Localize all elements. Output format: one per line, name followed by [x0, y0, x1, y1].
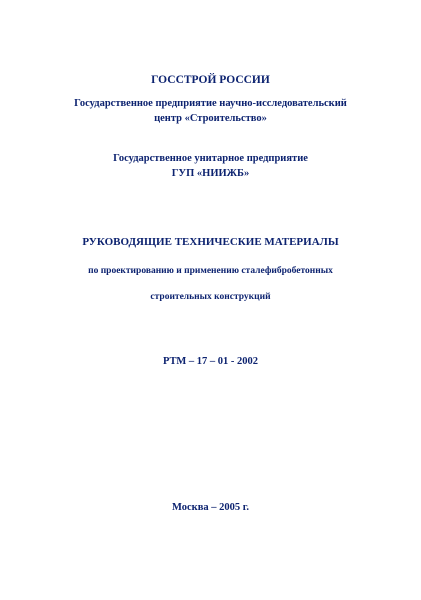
- document-title: РУКОВОДЯЩИЕ ТЕХНИЧЕСКИЕ МАТЕРИАЛЫ: [82, 236, 339, 248]
- document-subtitle-line-1: по проектированию и применению сталефибробетонных: [88, 266, 333, 276]
- institute-line-1: Государственное предприятие научно-исследовательский: [74, 98, 347, 109]
- document-subtitle-line-2: строительных конструкций: [150, 292, 271, 302]
- place-and-year: Москва – 2005 г.: [172, 502, 249, 513]
- organization-name: ГОССТРОЙ РОССИИ: [151, 74, 270, 86]
- enterprise-line-1: Государственное унитарное предприятие: [113, 153, 308, 164]
- institute-line-2: центр «Строительство»: [154, 113, 267, 124]
- enterprise-line-2: ГУП «НИИЖБ»: [171, 168, 250, 179]
- document-code: РТМ – 17 – 01 - 2002: [162, 356, 259, 367]
